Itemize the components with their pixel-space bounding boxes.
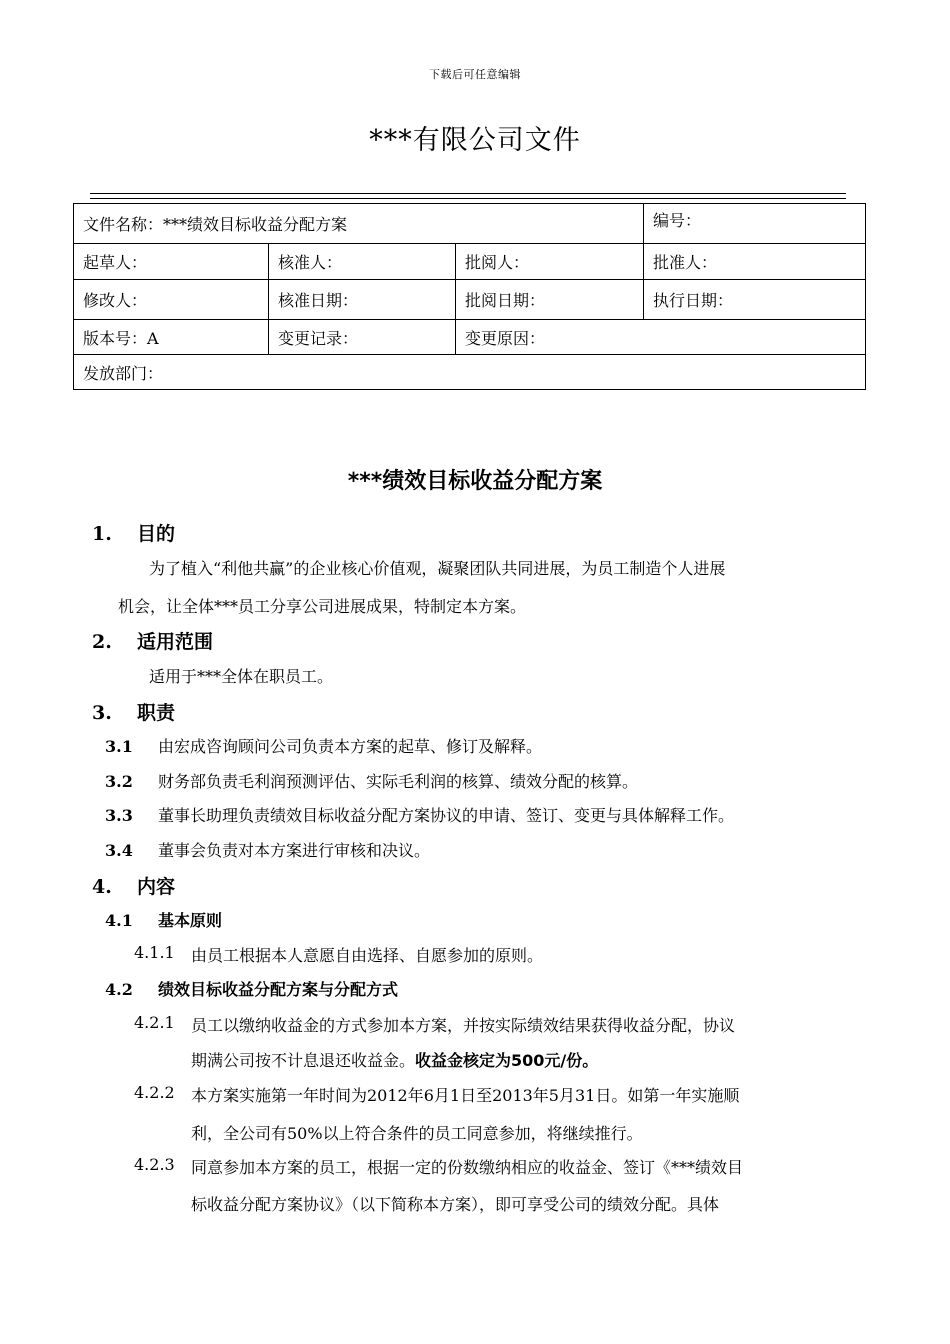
clause-text-continued: 期满公司按不计息退还收益金。收益金核定为500元/份。: [191, 1051, 599, 1070]
reviewer-cell: 批阅人：: [456, 244, 644, 280]
clause-text: 由员工根据本人意愿自由选择、自愿参加的原则。: [191, 946, 544, 965]
clause-number: 4.2.1: [134, 1013, 175, 1032]
section-number: 3.: [92, 702, 112, 724]
section-heading-2: [92, 627, 213, 654]
version-cell: 版本号：A: [74, 320, 269, 355]
verify-date-cell: 核准日期：: [269, 280, 456, 320]
clause-text: 同意参加本方案的员工，根据一定的份数缴纳相应的收益金、签订《***绩效目: [191, 1158, 744, 1177]
drafter-cell: 起草人：: [74, 244, 269, 280]
dept-cell: 发放部门：: [74, 355, 866, 390]
section-number: 2.: [92, 631, 112, 653]
number-cell: 编号：: [644, 204, 866, 244]
clause-text: 员工以缴纳收益金的方式参加本方案，并按实际绩效结果获得收益分配，协议: [191, 1016, 736, 1035]
subsection-heading-4-1: 4.1 基本原则: [105, 911, 223, 930]
section-title: 目的: [137, 523, 176, 545]
document-info-table: [73, 203, 866, 390]
section-2-paragraph: 适用于***全体在职员工。: [149, 667, 334, 686]
header-note: 下载后可任意编辑: [429, 68, 521, 81]
section-heading-1: [92, 519, 175, 546]
section-number: 4.: [92, 876, 112, 898]
review-date-cell: 批阅日期：: [456, 280, 644, 320]
clause-number: 4.2.2: [134, 1083, 175, 1102]
list-item: 3.4 董事会负责对本方案进行审核和决议。: [105, 841, 431, 860]
clause-number: 4.2.3: [134, 1155, 175, 1174]
clause-text-continued: 标收益分配方案协议》（以下简称本方案），即可享受公司的绩效分配。具体: [191, 1195, 720, 1214]
modifier-cell: 修改人：: [74, 280, 269, 320]
change-reason-cell: 变更原因：: [456, 320, 866, 355]
list-item: 3.3 董事长助理负责绩效目标收益分配方案协议的申请、签订、变更与具体解释工作。: [105, 806, 735, 825]
section-1-paragraph-line-2: 机会，让全体***员工分享公司进展成果，特制定本方案。: [118, 597, 527, 616]
clause-text-continued: 利，全公司有50%以上符合条件的员工同意参加，将继续推行。: [191, 1124, 643, 1143]
clause-number: 4.1.1: [134, 943, 175, 962]
clause-text: 本方案实施第一年时间为2012年6月1日至2013年5月31日。如第一年实施顺: [191, 1086, 740, 1105]
company-title: ***有限公司文件: [369, 125, 581, 156]
exec-date-cell: 执行日期：: [644, 280, 866, 320]
document-title: ***绩效目标收益分配方案: [347, 469, 603, 494]
section-heading-3: [92, 698, 175, 725]
section-1-paragraph-line-1: 为了植入“利他共赢”的企业核心价值观，凝聚团队共同进展，为员工制造个人进展: [149, 559, 726, 578]
verifier-cell: 核准人：: [269, 244, 456, 280]
section-heading-4: [92, 872, 175, 899]
subsection-heading-4-2: 4.2 绩效目标收益分配方案与分配方式: [105, 980, 399, 999]
double-rule-divider: [90, 193, 846, 199]
section-number: 1.: [92, 523, 112, 545]
list-item: 3.2 财务部负责毛利润预测评估、实际毛利润的核算、绩效分配的核算。: [105, 772, 639, 791]
section-title: 职责: [137, 702, 176, 724]
approver-cell: 批准人：: [644, 244, 866, 280]
file-name-cell: 文件名称：***绩效目标收益分配方案: [74, 204, 644, 244]
section-title: 适用范围: [137, 631, 214, 653]
deposit-emphasis: 收益金核定为500元/份。: [415, 1051, 599, 1070]
list-item: 3.1 由宏成咨询顾问公司负责本方案的起草、修订及解释。: [105, 737, 543, 756]
change-record-cell: 变更记录：: [269, 320, 456, 355]
section-title: 内容: [137, 876, 176, 898]
